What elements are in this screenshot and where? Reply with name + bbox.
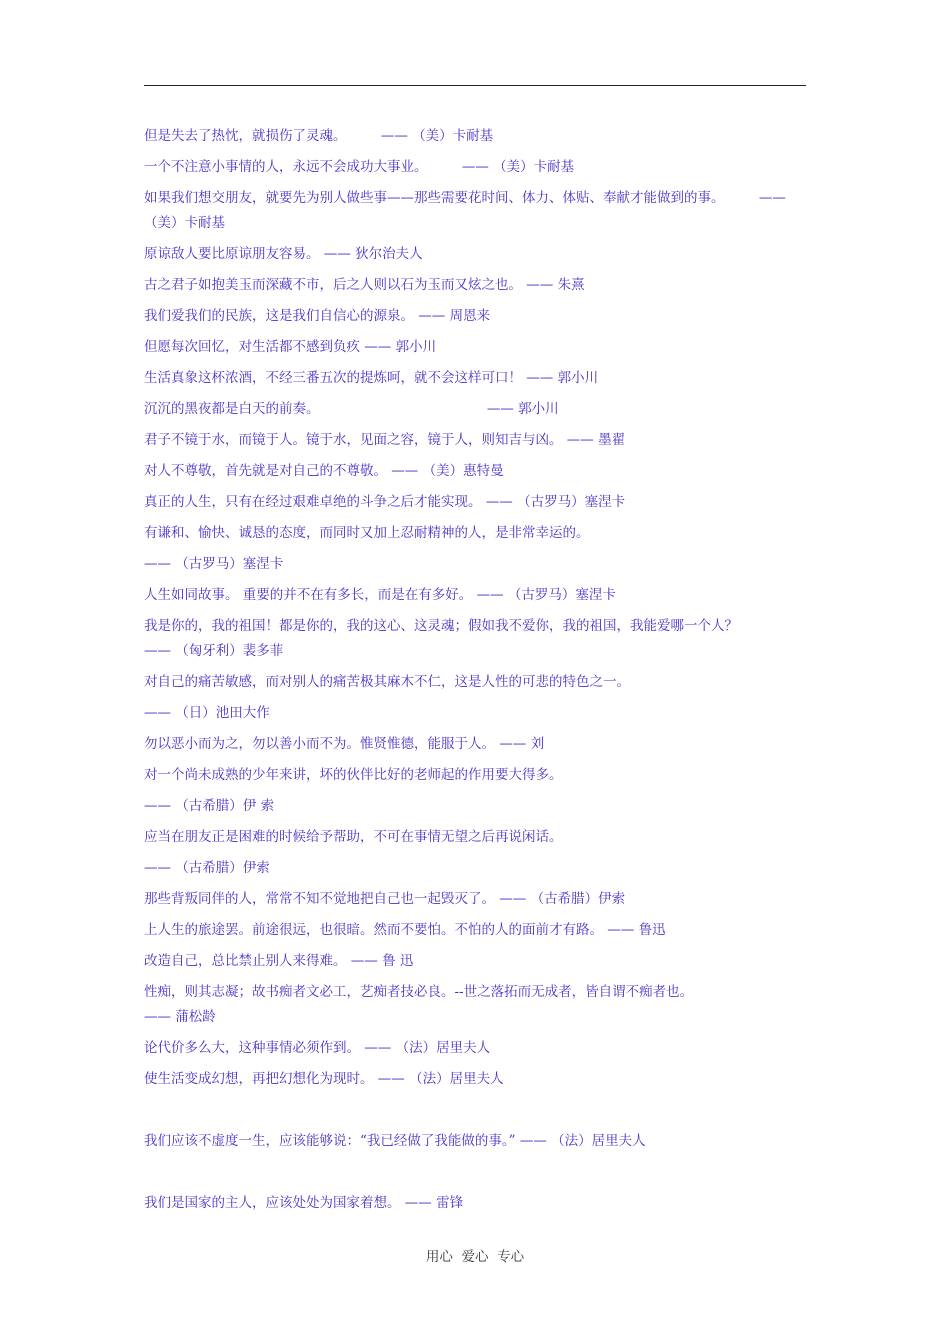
quote-line: 我们应该不虚度一生，应该能够说：“我已经做了我能做的事。” —— （法）居里夫人 [144, 1133, 646, 1149]
quote-line: 上人生的旅途罢。前途很远，也很暗。然而不要怕。不怕的人的面前才有路。 —— 鲁迅 [144, 922, 666, 938]
quote-line: 论代价多么大，这种事情必须作到。 —— （法）居里夫人 [144, 1040, 491, 1056]
quote-line: 改造自己，总比禁止别人来得难。 —— 鲁 迅 [144, 953, 414, 969]
quote-line: （美）卡耐基 [144, 215, 225, 231]
quote-line: 如果我们想交朋友，就要先为别人做些事——那些需要花时间、体力、体贴、奉献才能做到的事。 —— [144, 190, 786, 206]
quote-line: 生活真象这杯浓酒，不经三番五次的提炼呵，就不会这样可口！ —— 郭小川 [144, 370, 599, 386]
quote-attribution: —— （古希腊）伊 索 [144, 798, 275, 814]
quote-line: 人生如同故事。 重要的并不在有多长，而是在有多好。 —— （古罗马）塞涅卡 [144, 587, 616, 603]
quote-line: 我们爱我们的民族，这是我们自信心的源泉。 —— 周恩来 [144, 308, 491, 324]
quote-line: 对自己的痛苦敏感，而对别人的痛苦极其麻木不仁，这是人性的可悲的特色之一。 [144, 674, 630, 690]
quote-line: 但愿每次回忆，对生活都不感到负疚 —— 郭小川 [144, 339, 437, 355]
quote-list [144, 124, 806, 1222]
quote-line: 原谅敌人要比原谅朋友容易。 —— 狄尔治夫人 [144, 246, 423, 262]
quote-line: 但是失去了热忱，就损伤了灵魂。 —— （美）卡耐基 [144, 128, 494, 144]
quote-line: 性痴，则其志凝；故书痴者文必工，艺痴者技必良。--世之落拓而无成者，皆自谓不痴者也。 [144, 984, 694, 1000]
quote-line: 一个不注意小事情的人，永远不会成功大事业。 —— （美）卡耐基 [144, 159, 575, 175]
quote-line: 真正的人生，只有在经过艰难卓绝的斗争之后才能实现。 —— （古罗马）塞涅卡 [144, 494, 626, 510]
header-rule [144, 85, 806, 86]
quote-attribution: —— （日）池田大作 [144, 705, 270, 721]
quote-attribution: —— 蒲松龄 [144, 1009, 216, 1025]
quote-line: 应当在朋友正是困难的时候给予帮助，不可在事情无望之后再说闲话。 [144, 829, 563, 845]
quote-line: 那些背叛同伴的人，常常不知不觉地把自己也一起毁灭了。 —— （古希腊）伊索 [144, 891, 626, 907]
quote-attribution: —— （匈牙利）裴多菲 [144, 643, 284, 659]
quote-line: 勿以恶小而为之，勿以善小而不为。惟贤惟德，能服于人。 —— 刘 [144, 736, 545, 752]
quote-line: 对人不尊敬，首先就是对自己的不尊敬。 —— （美）惠特曼 [144, 463, 504, 479]
quote-line: 我是你的，我的祖国！都是你的，我的这心、这灵魂；假如我不爱你，我的祖国，我能爱哪一个人？ [144, 618, 738, 634]
quote-line: 对一个尚未成熟的少年来讲，坏的伙伴比好的老师起的作用要大得多。 [144, 767, 563, 783]
quote-attribution: —— （古希腊）伊索 [144, 860, 270, 876]
quote-line: 我们是国家的主人，应该处处为国家着想。 —— 雷锋 [144, 1195, 464, 1211]
quote-line: 古之君子如抱美玉而深藏不市，后之人则以石为玉而又炫之也。 —— 朱熹 [144, 277, 585, 293]
quote-line: 使生活变成幻想，再把幻想化为现时。 —— （法）居里夫人 [144, 1071, 504, 1087]
quote-attribution: —— （古罗马）塞涅卡 [144, 556, 284, 572]
quote-line: 沉沉的黑夜都是白天的前奏。 —— 郭小川 [144, 401, 559, 417]
quote-line: 君子不镜于水，而镜于人。镜于水，见面之容，镜于人，则知吉与凶。 —— 墨翟 [144, 432, 626, 448]
page-footer: 用心 爱心 专心 [425, 1249, 525, 1265]
quote-line: 有谦和、愉快、诚恳的态度，而同时又加上忍耐精神的人，是非常幸运的。 [144, 525, 590, 541]
